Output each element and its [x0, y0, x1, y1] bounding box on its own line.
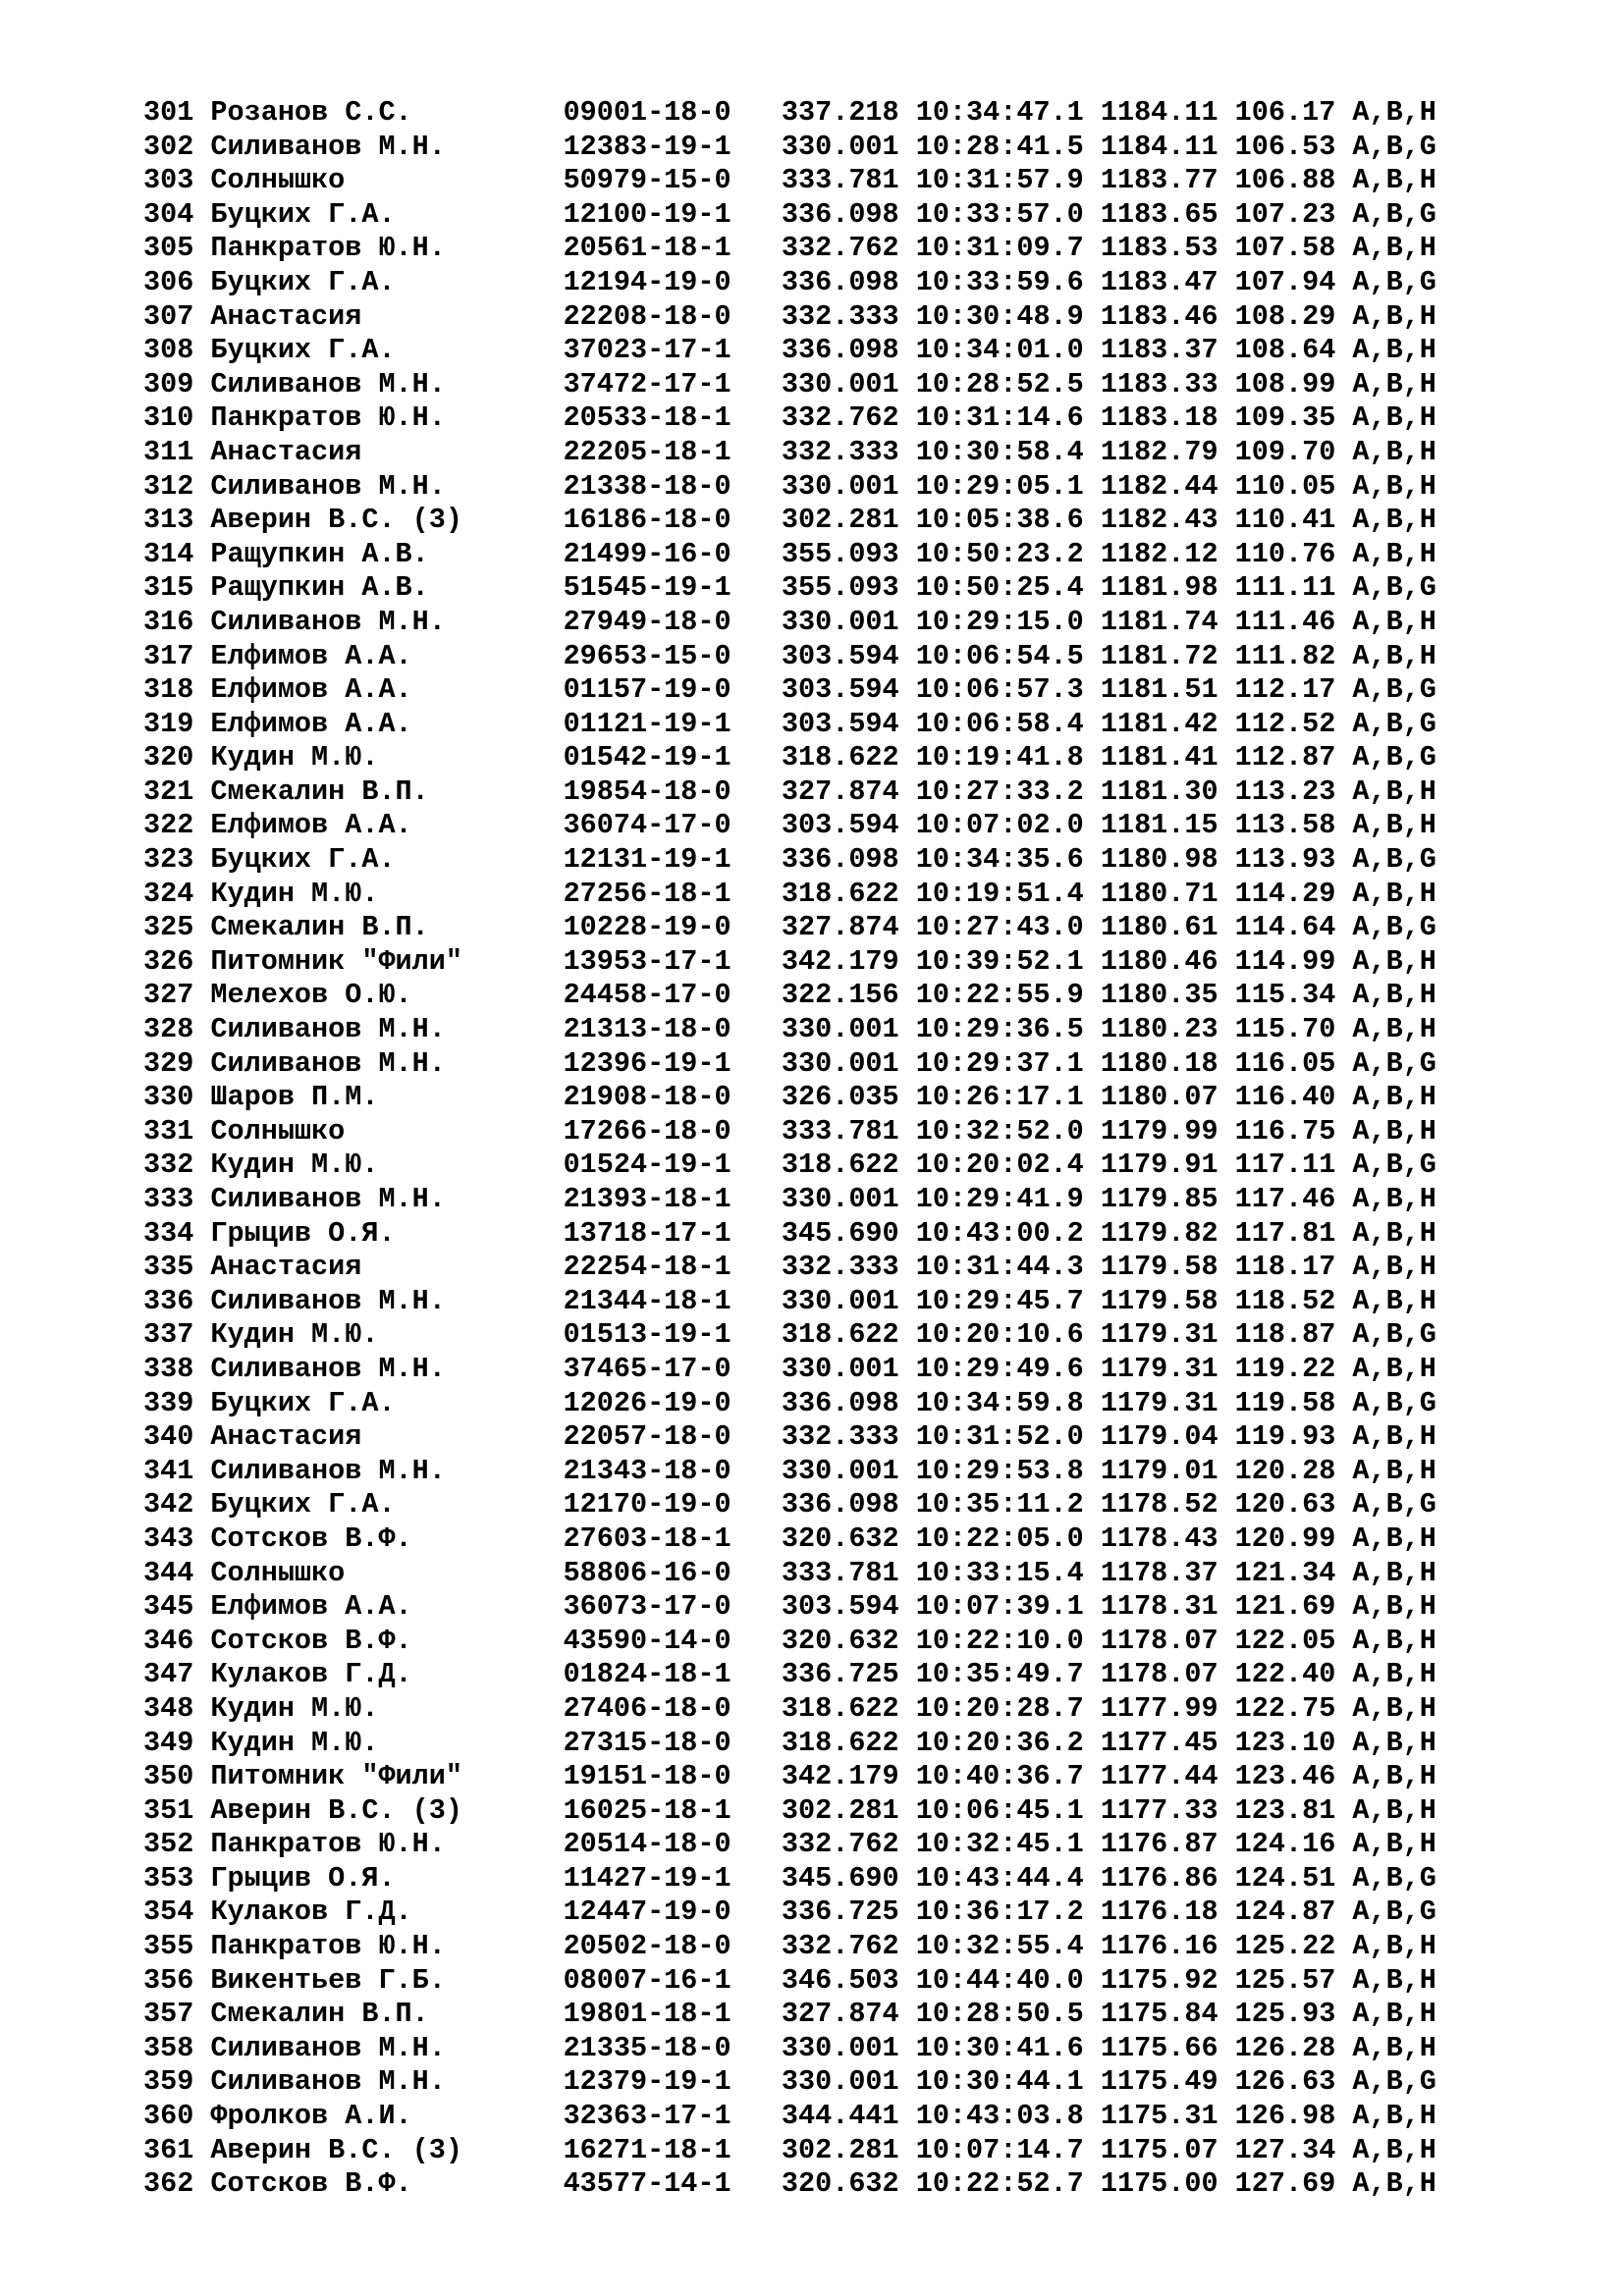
- result-row: 304 Буцких Г.А. 12100-19-1 336.098 10:33:57.0 1183.65 107.23 A,B,G: [143, 197, 1436, 231]
- result-row: 335 Анастасия 22254-18-1 332.333 10:31:44.3 1179.58 118.17 A,B,H: [143, 1251, 1436, 1284]
- result-row: 329 Силиванов М.Н. 12396-19-1 330.001 10:29:37.1 1180.18 116.05 A,B,G: [143, 1046, 1436, 1080]
- result-row: 332 Кудин М.Ю. 01524-19-1 318.622 10:20:02.4 1179.91 117.11 A,B,G: [143, 1148, 1436, 1182]
- result-row: 311 Анастасия 22205-18-1 332.333 10:30:58.4 1182.79 109.70 A,B,H: [143, 435, 1436, 468]
- result-row: 340 Анастасия 22057-18-0 332.333 10:31:52.0 1179.04 119.93 A,B,H: [143, 1420, 1436, 1454]
- result-row: 315 Ращупкин А.В. 51545-19-1 355.093 10:50:25.4 1181.98 111.11 A,B,G: [143, 571, 1436, 605]
- result-row: 360 Фролков А.И. 32363-17-1 344.441 10:43:03.8 1175.31 126.98 A,B,H: [143, 2100, 1436, 2133]
- result-row: 355 Панкратов Ю.Н. 20502-18-0 332.762 10:32:55.4 1176.16 125.22 A,B,H: [143, 1930, 1436, 1963]
- result-row: 302 Силиванов М.Н. 12383-19-1 330.001 10:28:41.5 1184.11 106.53 A,B,G: [143, 130, 1436, 163]
- result-row: 308 Буцких Г.А. 37023-17-1 336.098 10:34:01.0 1183.37 108.64 A,B,H: [143, 334, 1436, 367]
- result-row: 323 Буцких Г.А. 12131-19-1 336.098 10:34:35.6 1180.98 113.93 A,B,G: [143, 843, 1436, 877]
- result-row: 345 Елфимов А.А. 36073-17-0 303.594 10:07:39.1 1178.31 121.69 A,B,H: [143, 1590, 1436, 1624]
- result-row: 319 Елфимов А.А. 01121-19-1 303.594 10:06:58.4 1181.42 112.52 A,B,G: [143, 707, 1436, 740]
- results-table: [143, 96, 1436, 2202]
- result-row: 316 Силиванов М.Н. 27949-18-0 330.001 10:29:15.0 1181.74 111.46 A,B,H: [143, 605, 1436, 638]
- result-row: 321 Смекалин В.П. 19854-18-0 327.874 10:27:33.2 1181.30 113.23 A,B,H: [143, 774, 1436, 808]
- result-row: 322 Елфимов А.А. 36074-17-0 303.594 10:07:02.0 1181.15 113.58 A,B,H: [143, 809, 1436, 842]
- result-row: 361 Аверин В.С. (3) 16271-18-1 302.281 10:07:14.7 1175.07 127.34 A,B,H: [143, 2133, 1436, 2166]
- result-row: 303 Солнышко 50979-15-0 333.781 10:31:57.9 1183.77 106.88 A,B,H: [143, 164, 1436, 197]
- result-row: 357 Смекалин В.П. 19801-18-1 327.874 10:28:50.5 1175.84 125.93 A,B,H: [143, 1998, 1436, 2031]
- result-row: 351 Аверин В.С. (3) 16025-18-1 302.281 10:06:45.1 1177.33 123.81 A,B,H: [143, 1793, 1436, 1827]
- result-row: 362 Сотсков В.Ф. 43577-14-1 320.632 10:22:52.7 1175.00 127.69 A,B,H: [143, 2167, 1436, 2201]
- result-row: 359 Силиванов М.Н. 12379-19-1 330.001 10:30:44.1 1175.49 126.63 A,B,G: [143, 2065, 1436, 2099]
- result-row: 317 Елфимов А.А. 29653-15-0 303.594 10:06:54.5 1181.72 111.82 A,B,H: [143, 639, 1436, 672]
- result-row: 330 Шаров П.М. 21908-18-0 326.035 10:26:17.1 1180.07 116.40 A,B,H: [143, 1081, 1436, 1114]
- result-row: 356 Викентьев Г.Б. 08007-16-1 346.503 10:44:40.0 1175.92 125.57 A,B,H: [143, 1963, 1436, 1997]
- result-row: 307 Анастасия 22208-18-0 332.333 10:30:48.9 1183.46 108.29 A,B,H: [143, 299, 1436, 333]
- result-row: 343 Сотсков В.Ф. 27603-18-1 320.632 10:22:05.0 1178.43 120.99 A,B,H: [143, 1522, 1436, 1555]
- result-row: 314 Ращупкин А.В. 21499-16-0 355.093 10:50:23.2 1182.12 110.76 A,B,H: [143, 537, 1436, 570]
- result-row: 358 Силиванов М.Н. 21335-18-0 330.001 10:30:41.6 1175.66 126.28 A,B,H: [143, 2031, 1436, 2064]
- result-row: 338 Силиванов М.Н. 37465-17-0 330.001 10:29:49.6 1179.31 119.22 A,B,H: [143, 1352, 1436, 1385]
- result-row: 324 Кудин М.Ю. 27256-18-1 318.622 10:19:51.4 1180.71 114.29 A,B,H: [143, 877, 1436, 910]
- result-row: 337 Кудин М.Ю. 01513-19-1 318.622 10:20:10.6 1179.31 118.87 A,B,G: [143, 1318, 1436, 1352]
- result-row: 318 Елфимов А.А. 01157-19-0 303.594 10:06:57.3 1181.51 112.17 A,B,G: [143, 673, 1436, 707]
- result-row: 301 Розанов С.С. 09001-18-0 337.218 10:34:47.1 1184.11 106.17 A,B,H: [143, 96, 1436, 129]
- result-row: 312 Силиванов М.Н. 21338-18-0 330.001 10:29:05.1 1182.44 110.05 A,B,H: [143, 469, 1436, 503]
- result-row: 309 Силиванов М.Н. 37472-17-1 330.001 10:28:52.5 1183.33 108.99 A,B,H: [143, 367, 1436, 400]
- result-row: 353 Грыцив О.Я. 11427-19-1 345.690 10:43:44.4 1176.86 124.51 A,B,G: [143, 1861, 1436, 1895]
- result-row: 334 Грыцив О.Я. 13718-17-1 345.690 10:43:00.2 1179.82 117.81 A,B,H: [143, 1216, 1436, 1250]
- result-row: 344 Солнышко 58806-16-0 333.781 10:33:15.4 1178.37 121.34 A,B,H: [143, 1556, 1436, 1589]
- result-row: 320 Кудин М.Ю. 01542-19-1 318.622 10:19:41.8 1181.41 112.87 A,B,G: [143, 741, 1436, 774]
- result-row: 348 Кудин М.Ю. 27406-18-0 318.622 10:20:28.7 1177.99 122.75 A,B,H: [143, 1691, 1436, 1725]
- result-row: 347 Кулаков Г.Д. 01824-18-1 336.725 10:35:49.7 1178.07 122.40 A,B,H: [143, 1658, 1436, 1691]
- result-row: 339 Буцких Г.А. 12026-19-0 336.098 10:34:59.8 1179.31 119.58 A,B,G: [143, 1386, 1436, 1419]
- result-row: 331 Солнышко 17266-18-0 333.781 10:32:52.0 1179.99 116.75 A,B,H: [143, 1114, 1436, 1148]
- result-row: 336 Силиванов М.Н. 21344-18-1 330.001 10:29:45.7 1179.58 118.52 A,B,H: [143, 1284, 1436, 1317]
- result-row: 326 Питомник "Фили" 13953-17-1 342.179 10:39:52.1 1180.46 114.99 A,B,H: [143, 944, 1436, 978]
- result-row: 333 Силиванов М.Н. 21393-18-1 330.001 10:29:41.9 1179.85 117.46 A,B,H: [143, 1183, 1436, 1215]
- result-row: 346 Сотсков В.Ф. 43590-14-0 320.632 10:22:10.0 1178.07 122.05 A,B,H: [143, 1624, 1436, 1657]
- result-row: 310 Панкратов Ю.Н. 20533-18-1 332.762 10:31:14.6 1183.18 109.35 A,B,H: [143, 401, 1436, 435]
- result-row: 350 Питомник "Фили" 19151-18-0 342.179 10:40:36.7 1177.44 123.46 A,B,H: [143, 1760, 1436, 1793]
- result-row: 327 Мелехов О.Ю. 24458-17-0 322.156 10:22:55.9 1180.35 115.34 A,B,H: [143, 979, 1436, 1012]
- result-row: 342 Буцких Г.А. 12170-19-0 336.098 10:35:11.2 1178.52 120.63 A,B,G: [143, 1488, 1436, 1522]
- result-row: 352 Панкратов Ю.Н. 20514-18-0 332.762 10:32:45.1 1176.87 124.16 A,B,H: [143, 1828, 1436, 1861]
- result-row: 313 Аверин В.С. (3) 16186-18-0 302.281 10:05:38.6 1182.43 110.41 A,B,H: [143, 504, 1436, 537]
- result-row: 341 Силиванов М.Н. 21343-18-0 330.001 10:29:53.8 1179.01 120.28 A,B,H: [143, 1454, 1436, 1487]
- result-row: 306 Буцких Г.А. 12194-19-0 336.098 10:33:59.6 1183.47 107.94 A,B,G: [143, 265, 1436, 298]
- result-row: 305 Панкратов Ю.Н. 20561-18-1 332.762 10:31:09.7 1183.53 107.58 A,B,H: [143, 232, 1436, 265]
- result-row: 325 Смекалин В.П. 10228-19-0 327.874 10:27:43.0 1180.61 114.64 A,B,G: [143, 911, 1436, 944]
- result-row: 354 Кулаков Г.Д. 12447-19-0 336.725 10:36:17.2 1176.18 124.87 A,B,G: [143, 1896, 1436, 1929]
- result-row: 349 Кудин М.Ю. 27315-18-0 318.622 10:20:36.2 1177.45 123.10 A,B,H: [143, 1726, 1436, 1759]
- result-row: 328 Силиванов М.Н. 21313-18-0 330.001 10:29:36.5 1180.23 115.70 A,B,H: [143, 1013, 1436, 1046]
